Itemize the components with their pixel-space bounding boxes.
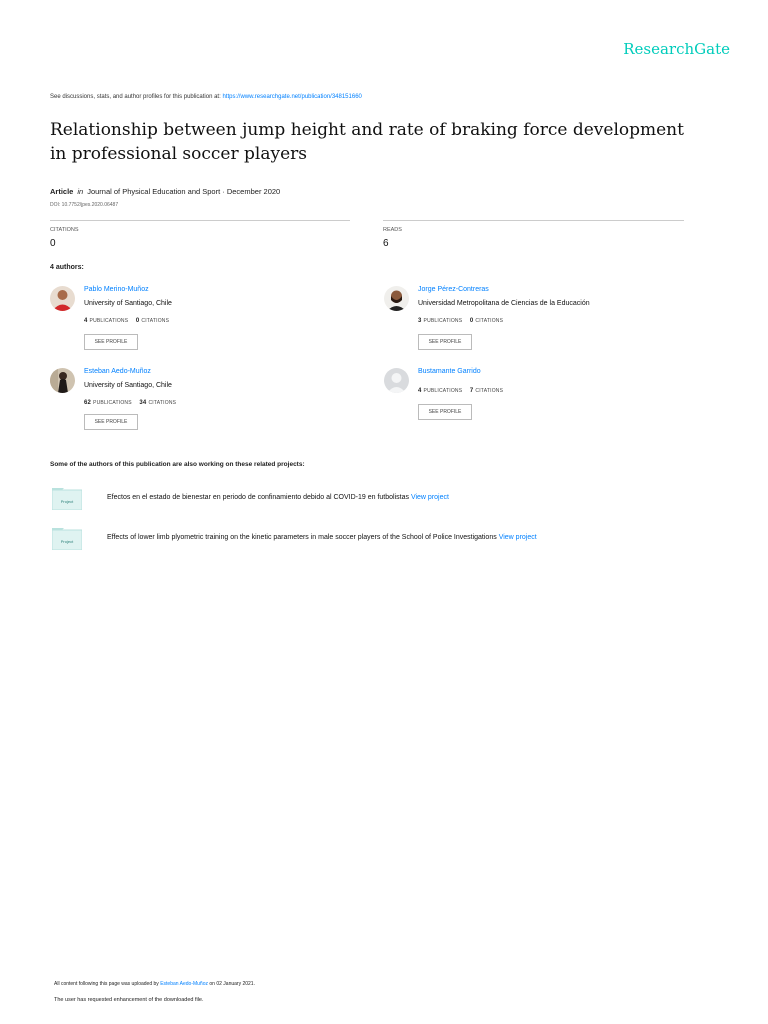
publications-count: 4 [84, 318, 88, 324]
avatar[interactable] [50, 286, 75, 311]
citations-label: CITATIONS [50, 227, 79, 233]
doi: DOI: 10.7752/jpes.2020.06487 [50, 202, 119, 208]
citations-count: 34 [139, 400, 147, 406]
author-card [384, 286, 684, 356]
project-title: Efectos en el estado de bienestar en periodo de confinamiento debido al COVID-19 en futbolistas [107, 494, 409, 501]
citations-label: CITATIONS [475, 388, 504, 394]
author-name[interactable]: Pablo Merino-Muñoz [84, 286, 149, 293]
citations-label: CITATIONS [475, 318, 504, 324]
author-card [50, 286, 350, 356]
see-profile-button[interactable]: SEE PROFILE [418, 404, 472, 420]
author-affiliation: University of Santiago, Chile [84, 382, 172, 389]
author-card [384, 368, 684, 424]
in-word: in [77, 187, 84, 196]
avatar[interactable] [50, 368, 75, 393]
author-name[interactable]: Jorge Pérez-Contreras [418, 286, 489, 293]
discussion-text: See discussions, stats, and author profiles for this publication at: [50, 94, 221, 100]
project-item [107, 494, 449, 501]
view-project-link[interactable]: View project [498, 534, 537, 541]
paper-title: Relationship between jump height and rate of braking force development in professional soccer players [50, 120, 684, 164]
publications-count: 4 [418, 388, 422, 394]
see-profile-button[interactable]: SEE PROFILE [84, 414, 138, 430]
author-name[interactable]: Bustamante Garrido [418, 368, 481, 375]
article-type: Article [50, 187, 74, 196]
view-project-link[interactable]: View project [410, 494, 449, 501]
publications-count: 62 [84, 400, 92, 406]
project-icon-label: Project [60, 539, 74, 544]
see-profile-button[interactable]: SEE PROFILE [84, 334, 138, 350]
researchgate-logo: ResearchGate [623, 40, 730, 58]
author-affiliation: University of Santiago, Chile [84, 300, 172, 307]
avatar[interactable] [384, 286, 409, 311]
project-icon [52, 528, 82, 550]
upload-note [54, 981, 255, 987]
enhancement-note: The user has requested enhancement of the downloaded file. [54, 997, 204, 1003]
journal-name: Journal of Physical Education and Sport · December 2020 [87, 187, 281, 196]
citations-count: 0 [135, 318, 140, 324]
citations-count: 0 [469, 318, 474, 324]
author-stats [84, 400, 176, 406]
project-icon-label: Project [60, 499, 74, 504]
project-item [107, 534, 537, 541]
publications-label: PUBLICATIONS [423, 388, 463, 394]
author-card [50, 368, 350, 438]
avatar-placeholder-icon[interactable] [384, 368, 409, 393]
publications-count: 3 [418, 318, 422, 324]
author-stats [418, 318, 503, 324]
divider-right [383, 220, 684, 221]
reads-value: 6 [383, 238, 389, 249]
upload-prefix: All content following this page was uploaded by [54, 981, 159, 987]
authors-count: 4 authors: [50, 264, 84, 271]
citations-label: CITATIONS [148, 400, 177, 406]
publications-label: PUBLICATIONS [89, 318, 129, 324]
discussion-line [50, 94, 362, 100]
article-meta [50, 187, 280, 196]
reads-label: READS [383, 227, 402, 233]
citations-value: 0 [50, 238, 56, 249]
citations-label: CITATIONS [141, 318, 170, 324]
citations-count: 7 [469, 388, 474, 394]
uploader-link[interactable]: Esteban Aedo-Muñoz [160, 981, 208, 987]
author-affiliation: Universidad Metropolitana de Ciencias de la Educación [418, 300, 590, 307]
upload-suffix: on 02 January 2021. [209, 981, 255, 987]
author-stats [84, 318, 169, 324]
author-stats [418, 388, 503, 394]
publications-label: PUBLICATIONS [423, 318, 463, 324]
project-title: Effects of lower limb plyometric training on the kinetic parameters in male soccer players of the School of Police Investigations [107, 534, 497, 541]
related-projects-heading: Some of the authors of this publication are also working on these related projects: [50, 461, 305, 468]
see-profile-button[interactable]: SEE PROFILE [418, 334, 472, 350]
divider-left [50, 220, 350, 221]
author-name[interactable]: Esteban Aedo-Muñoz [84, 368, 151, 375]
publication-url-link[interactable]: https://www.researchgate.net/publication/348151660 [222, 94, 362, 100]
project-icon [52, 488, 82, 510]
publications-label: PUBLICATIONS [93, 400, 132, 406]
